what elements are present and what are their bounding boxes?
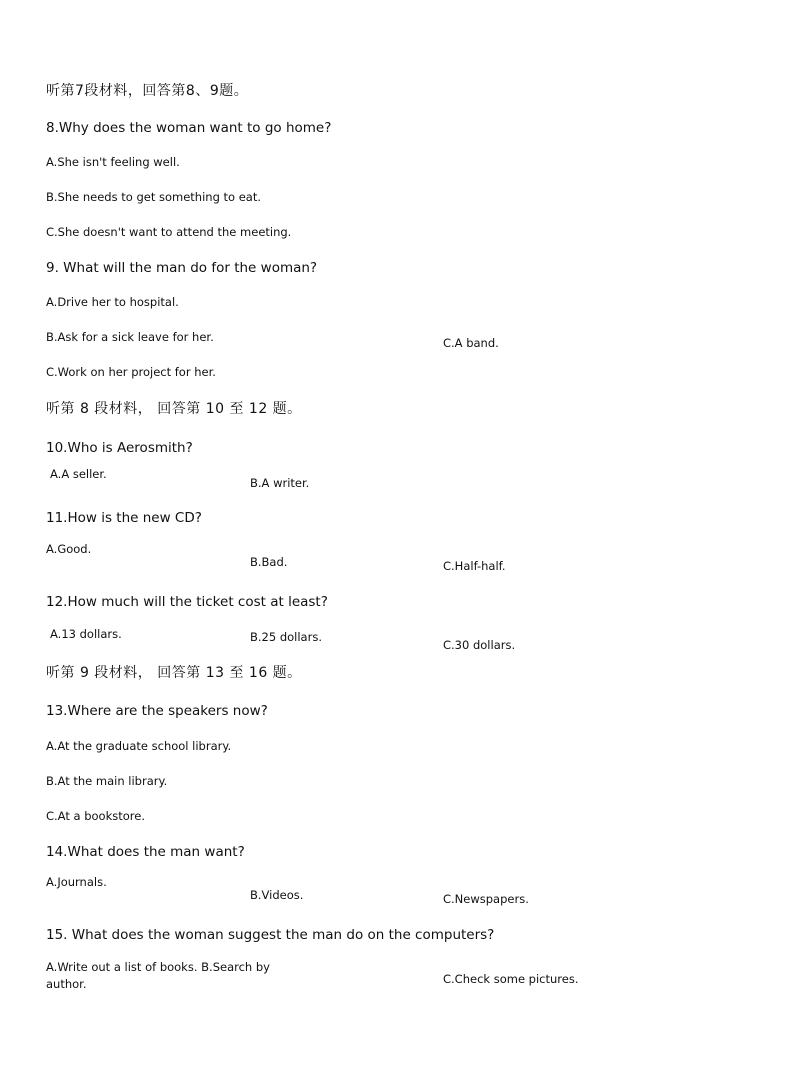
question-10-option-a: A.A seller. <box>50 467 107 481</box>
question-12-option-c: C.30 dollars. <box>443 638 516 652</box>
section-heading-9: 听第 9 段材料， 回答第 13 至 16 题。 <box>46 665 302 681</box>
question-13-stem: 13.Where are the speakers now? <box>46 703 268 719</box>
question-10-option-c: C.A band. <box>443 336 499 350</box>
question-8-option-a: A.She isn't feeling well. <box>46 155 180 169</box>
question-11-option-b: B.Bad. <box>250 555 288 569</box>
question-11-option-c: C.Half-half. <box>443 559 506 573</box>
question-13-option-c: C.At a bookstore. <box>46 809 145 823</box>
question-10-stem: 10.Who is Aerosmith? <box>46 440 193 456</box>
question-14-option-c: C.Newspapers. <box>443 892 529 906</box>
question-12-stem: 12.How much will the ticket cost at least? <box>46 594 328 610</box>
question-14-option-b: B.Videos. <box>250 888 304 902</box>
question-9-stem: 9. What will the man do for the woman? <box>46 260 318 276</box>
question-8-option-b: B.She needs to get something to eat. <box>46 190 262 204</box>
question-12-option-b: B.25 dollars. <box>250 630 322 644</box>
question-9-option-b: B.Ask for a sick leave for her. <box>46 330 214 344</box>
question-8-stem: 8.Why does the woman want to go home? <box>46 120 332 136</box>
question-15-option-ab: A.Write out a list of books. B.Search by author. <box>46 960 270 991</box>
question-8-option-c: C.She doesn't want to attend the meeting. <box>46 225 292 239</box>
question-14-option-a: A.Journals. <box>46 875 107 889</box>
question-13-option-a: A.At the graduate school library. <box>46 739 232 753</box>
question-9-option-c: C.Work on her project for her. <box>46 365 216 379</box>
question-15-stem: 15. What does the woman suggest the man do on the computers? <box>46 927 495 943</box>
question-14-stem: 14.What does the man want? <box>46 844 245 860</box>
section-heading-7: 听第7段材料，回答第8、9题。 <box>46 83 249 99</box>
question-13-option-b: B.At the main library. <box>46 774 168 788</box>
question-15-option-c: C.Check some pictures. <box>443 972 579 986</box>
question-11-option-a: A.Good. <box>46 542 92 556</box>
question-11-stem: 11.How is the new CD? <box>46 510 202 526</box>
question-9-option-a: A.Drive her to hospital. <box>46 295 179 309</box>
question-10-option-b: B.A writer. <box>250 476 310 490</box>
section-heading-8: 听第 8 段材料， 回答第 10 至 12 题。 <box>46 401 302 417</box>
question-12-option-a: A.13 dollars. <box>50 627 122 641</box>
